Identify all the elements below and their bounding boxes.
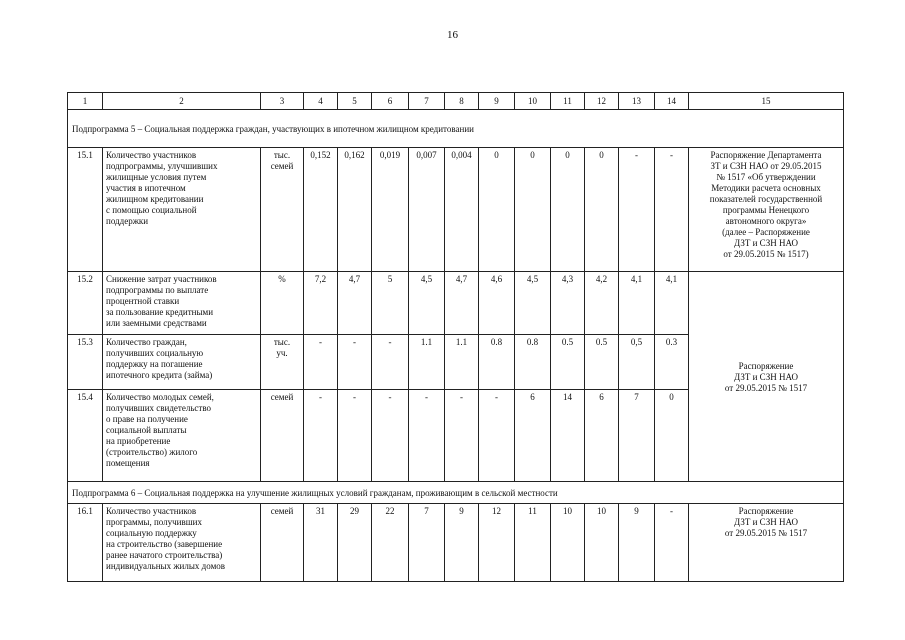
value-cell: 0,019 bbox=[372, 148, 409, 272]
column-number: 6 bbox=[372, 93, 409, 110]
value-cell: 14 bbox=[551, 390, 585, 482]
value-cell: 0 bbox=[655, 390, 689, 482]
value-cell: 6 bbox=[585, 390, 619, 482]
section-title: Подпрограмма 5 – Социальная поддержка граждан, участвующих в ипотечном жилищном кредитовании bbox=[68, 110, 844, 148]
value-cell: 0.5 bbox=[551, 335, 585, 390]
column-number: 13 bbox=[619, 93, 655, 110]
unit: % bbox=[261, 272, 304, 335]
value-cell: 1.1 bbox=[409, 335, 445, 390]
value-cell: - bbox=[304, 390, 338, 482]
page-number: 16 bbox=[447, 29, 458, 41]
value-cell: - bbox=[304, 335, 338, 390]
column-number: 14 bbox=[655, 93, 689, 110]
column-number: 8 bbox=[445, 93, 479, 110]
value-cell: 7,2 bbox=[304, 272, 338, 335]
value-cell: 0,162 bbox=[338, 148, 372, 272]
value-cell: 0,152 bbox=[304, 148, 338, 272]
value-cell: 4,7 bbox=[338, 272, 372, 335]
row-number: 15.3 bbox=[68, 335, 103, 390]
value-cell: - bbox=[655, 504, 689, 582]
value-cell: 29 bbox=[338, 504, 372, 582]
source-document: Распоряжение ДЗТ и СЗН НАО от 29.05.2015 № 1517 bbox=[689, 272, 844, 482]
value-cell: 22 bbox=[372, 504, 409, 582]
value-cell: 9 bbox=[445, 504, 479, 582]
value-cell: 1.1 bbox=[445, 335, 479, 390]
value-cell: - bbox=[445, 390, 479, 482]
row-number: 15.1 bbox=[68, 148, 103, 272]
section-row bbox=[68, 110, 844, 148]
value-cell: 0 bbox=[585, 148, 619, 272]
value-cell: 0.8 bbox=[479, 335, 515, 390]
column-number: 12 bbox=[585, 93, 619, 110]
indicators-table bbox=[67, 92, 844, 582]
indicator-name: Количество молодых семей, получивших свидетельство о праве на получение социальной выплаты на приобретение (строительство) жилого помещения bbox=[103, 390, 261, 482]
value-cell: 10 bbox=[585, 504, 619, 582]
column-number: 4 bbox=[304, 93, 338, 110]
column-number: 2 bbox=[103, 93, 261, 110]
value-cell: 0,007 bbox=[409, 148, 445, 272]
value-cell: 4,7 bbox=[445, 272, 479, 335]
indicator-name: Снижение затрат участников подпрограммы по выплате процентной ставки за пользование кредитными или заемными средствами bbox=[103, 272, 261, 335]
value-cell: 0 bbox=[515, 148, 551, 272]
column-number: 3 bbox=[261, 93, 304, 110]
unit: семей bbox=[261, 390, 304, 482]
indicator-name: Количество граждан, получивших социальную поддержку на погашение ипотечного кредита (займа) bbox=[103, 335, 261, 390]
value-cell: - bbox=[372, 335, 409, 390]
column-number: 9 bbox=[479, 93, 515, 110]
value-cell: 9 bbox=[619, 504, 655, 582]
table-row bbox=[68, 504, 844, 582]
value-cell: 4,5 bbox=[515, 272, 551, 335]
row-number: 15.2 bbox=[68, 272, 103, 335]
table-row bbox=[68, 148, 844, 272]
column-number: 11 bbox=[551, 93, 585, 110]
column-number: 1 bbox=[68, 93, 103, 110]
value-cell: 4,1 bbox=[655, 272, 689, 335]
value-cell: 0 bbox=[551, 148, 585, 272]
value-cell: 7 bbox=[619, 390, 655, 482]
value-cell: 0,5 bbox=[619, 335, 655, 390]
row-number: 15.4 bbox=[68, 390, 103, 482]
value-cell: 12 bbox=[479, 504, 515, 582]
value-cell: 4,3 bbox=[551, 272, 585, 335]
value-cell: - bbox=[619, 148, 655, 272]
value-cell: 0.5 bbox=[585, 335, 619, 390]
value-cell: 0.8 bbox=[515, 335, 551, 390]
column-number-row bbox=[68, 93, 844, 110]
section-row bbox=[68, 482, 844, 504]
value-cell: - bbox=[338, 335, 372, 390]
value-cell: 7 bbox=[409, 504, 445, 582]
value-cell: 4,2 bbox=[585, 272, 619, 335]
value-cell: 0.3 bbox=[655, 335, 689, 390]
value-cell: 4,6 bbox=[479, 272, 515, 335]
value-cell: 0,004 bbox=[445, 148, 479, 272]
value-cell: - bbox=[479, 390, 515, 482]
value-cell: 5 bbox=[372, 272, 409, 335]
value-cell: 10 bbox=[551, 504, 585, 582]
value-cell: - bbox=[655, 148, 689, 272]
indicator-name: Количество участников подпрограммы, улучшивших жилищные условия путем участия в ипотечном жилищном кредитовании с помощью социальной поддержки bbox=[103, 148, 261, 272]
indicator-name: Количество участников программы, получивших социальную поддержку на строительство (завершение ранее начатого строительства) индивидуальных жилых домов bbox=[103, 504, 261, 582]
value-cell: 0 bbox=[479, 148, 515, 272]
source-document: Распоряжение ДЗТ и СЗН НАО от 29.05.2015 № 1517 bbox=[689, 504, 844, 582]
column-number: 7 bbox=[409, 93, 445, 110]
source-document: Распоряжение Департамента ЗТ и СЗН НАО от 29.05.2015 № 1517 «Об утверждении Методики расчета основных показателей государственной программы Ненецкого автономного округа» (далее – Распоряжение ДЗТ и СЗН НАО от 29.05.2015 № 1517) bbox=[689, 148, 844, 272]
column-number: 10 bbox=[515, 93, 551, 110]
unit: семей bbox=[261, 504, 304, 582]
value-cell: 4,1 bbox=[619, 272, 655, 335]
value-cell: - bbox=[409, 390, 445, 482]
row-number: 16.1 bbox=[68, 504, 103, 582]
unit: тыс. семей bbox=[261, 148, 304, 272]
value-cell: 4,5 bbox=[409, 272, 445, 335]
column-number: 5 bbox=[338, 93, 372, 110]
value-cell: 31 bbox=[304, 504, 338, 582]
column-number: 15 bbox=[689, 93, 844, 110]
value-cell: 6 bbox=[515, 390, 551, 482]
unit: тыс. уч. bbox=[261, 335, 304, 390]
table-row bbox=[68, 272, 844, 335]
value-cell: - bbox=[372, 390, 409, 482]
value-cell: 11 bbox=[515, 504, 551, 582]
section-title: Подпрограмма 6 – Социальная поддержка на улучшение жилищных условий гражданам, проживающим в сельской местности bbox=[68, 482, 844, 504]
value-cell: - bbox=[338, 390, 372, 482]
